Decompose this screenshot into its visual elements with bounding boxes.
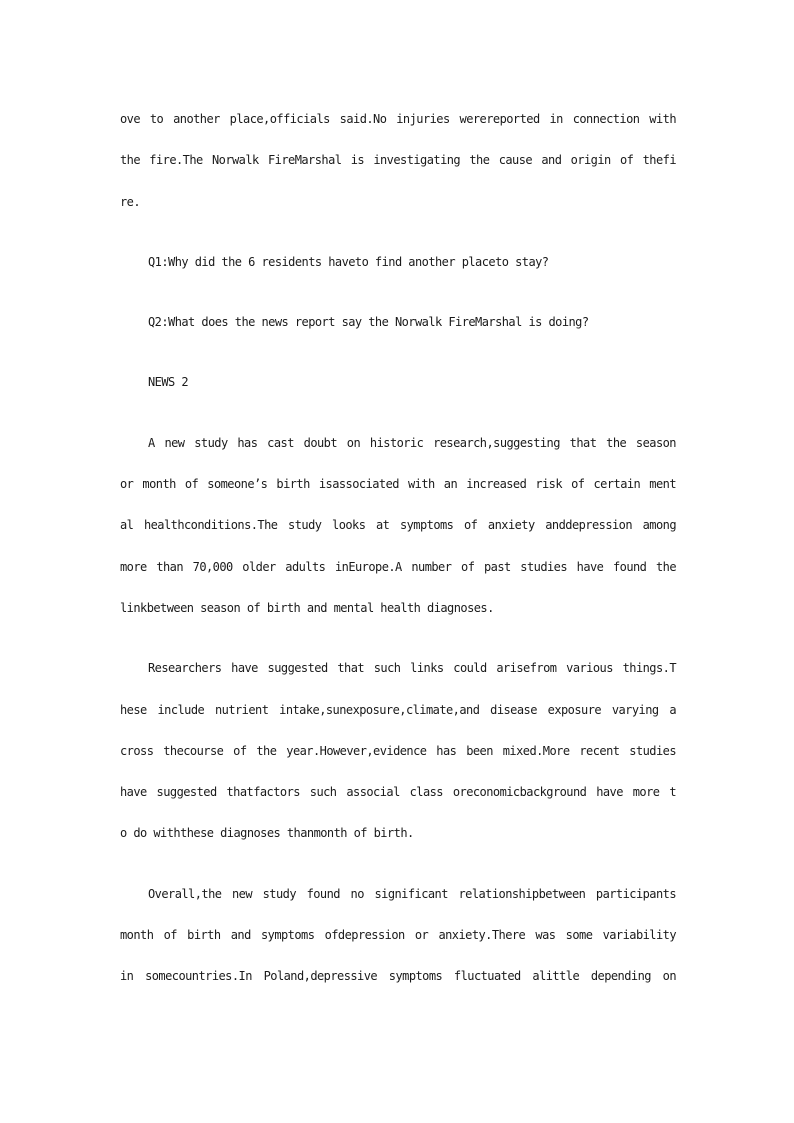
text-line: have suggested thatfactors such associal class oreconomicbackground have more t <box>120 785 676 800</box>
section-heading-news-2 <box>120 367 676 408</box>
paragraph-fire-report <box>120 104 676 228</box>
document-body <box>120 104 676 1003</box>
text-line: re. <box>120 194 141 209</box>
text-line: Q2:What does the news report say the Norwalk FireMarshal is doing? <box>148 315 589 330</box>
text-line: or month of someone’s birth isassociated with an increased risk of certain ment <box>120 477 676 492</box>
text-line: Overall,the new study found no significant relationshipbetween participants <box>148 886 676 901</box>
text-line: NEWS 2 <box>148 375 189 390</box>
text-line: linkbetween season of birth and mental health diagnoses. <box>120 600 494 615</box>
question-1 <box>120 247 676 288</box>
paragraph-study-intro <box>120 428 676 634</box>
text-line: o do withthese diagnoses thanmonth of birth. <box>120 826 414 841</box>
paragraph-gap <box>120 228 676 247</box>
question-2 <box>120 307 676 348</box>
paragraph-gap <box>120 860 676 879</box>
text-line: more than 70,000 older adults inEurope.A number of past studies have found the <box>120 559 676 574</box>
text-line: the fire.The Norwalk FireMarshal is investigating the cause and origin of thefi <box>120 153 676 168</box>
text-line: hese include nutrient intake,sunexposure,climate,and disease exposure varying a <box>120 702 676 717</box>
text-line: Q1:Why did the 6 residents haveto find another placeto stay? <box>148 254 549 269</box>
text-line: cross thecourse of the year.However,evidence has been mixed.More recent studies <box>120 743 676 758</box>
paragraph-gap <box>120 348 676 367</box>
text-line: ove to another place,officials said.No injuries werereported in connection with <box>120 112 676 126</box>
text-line: month of birth and symptoms ofdepression or anxiety.There was some variability <box>120 928 676 943</box>
text-line: A new study has cast doubt on historic research,suggesting that the season <box>148 435 676 450</box>
paragraph-gap <box>120 409 676 428</box>
text-line: al healthconditions.The study looks at symptoms of anxiety anddepression among <box>120 518 676 533</box>
paragraph-researchers <box>120 653 676 859</box>
paragraph-gap <box>120 634 676 653</box>
text-line: Researchers have suggested that such links could arisefrom various things.T <box>148 661 676 676</box>
text-line: in somecountries.In Poland,depressive symptoms fluctuated alittle depending on <box>120 969 676 984</box>
paragraph-overall <box>120 879 676 1003</box>
paragraph-gap <box>120 288 676 307</box>
